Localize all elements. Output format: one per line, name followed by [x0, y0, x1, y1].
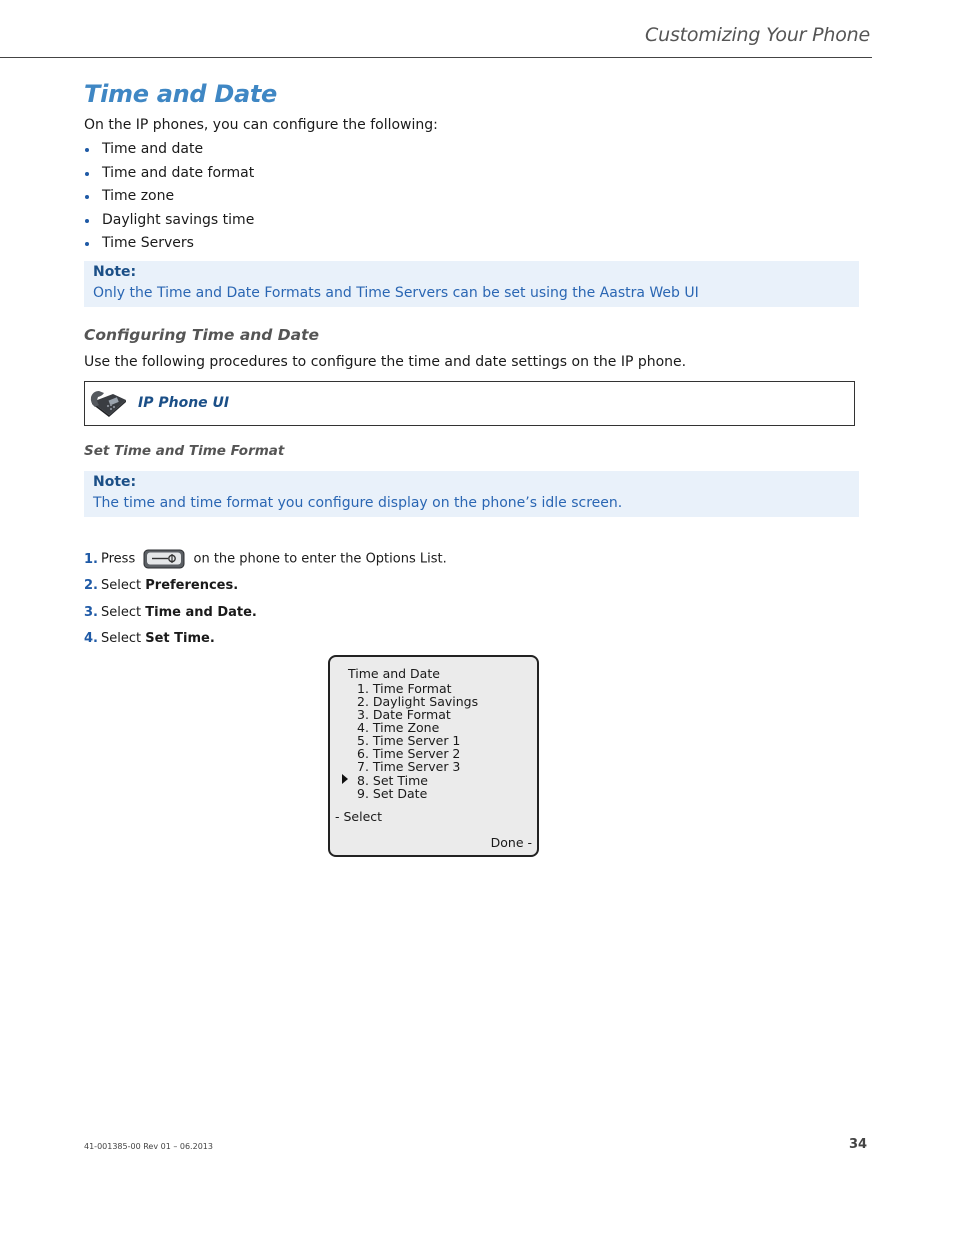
procedure-heading: Set Time and Time Format	[84, 443, 285, 459]
menu-item: 7. Time Server 3	[357, 759, 461, 774]
menu-item: 4. Time Zone	[357, 720, 440, 735]
note-text: The time and time format you configure display on the phone’s idle screen.	[93, 495, 623, 511]
list-item: Time zone	[84, 185, 254, 209]
ui-box-label: IP Phone UI	[138, 395, 230, 411]
softkey-select: - Select	[335, 809, 383, 824]
desk-phone-icon	[89, 388, 129, 418]
menu-item: 2. Daylight Savings	[357, 694, 479, 709]
list-item: Time and date format	[84, 162, 254, 186]
step-target: Preferences.	[145, 578, 239, 593]
step-number: 3.	[84, 605, 98, 620]
menu-item: 6. Time Server 2	[357, 746, 461, 761]
step-text: Select	[101, 605, 146, 620]
step-number: 2.	[84, 578, 98, 593]
selection-arrow-icon	[342, 774, 348, 784]
screen-title: Time and Date	[348, 666, 440, 681]
options-key-icon	[143, 549, 185, 569]
intro-text: On the IP phones, you can configure the following:	[84, 117, 438, 133]
list-item: Daylight savings time	[84, 209, 254, 233]
header-rule	[0, 57, 872, 58]
menu-item: 9. Set Date	[357, 786, 428, 801]
menu-item: 3. Date Format	[357, 707, 451, 722]
step-target: Set Time.	[145, 631, 215, 646]
procedure-intro: Use the following procedures to configure the time and date settings on the IP phone.	[84, 354, 687, 370]
step-text: on the phone to enter the Options List.	[193, 551, 447, 567]
note-box-idle-screen	[84, 471, 859, 517]
list-item: Time and date	[84, 138, 254, 162]
step-text: Select	[101, 578, 146, 593]
step-text: Press	[101, 551, 136, 567]
note-text: Only the Time and Date Formats and Time Servers can be set using the Aastra Web UI	[93, 285, 699, 301]
step-number: 4.	[84, 631, 98, 646]
menu-item: 1. Time Format	[357, 681, 452, 696]
section-title: Time and Date	[84, 80, 278, 108]
step-target: Time and Date.	[145, 605, 257, 620]
ip-phone-ui-box	[84, 381, 855, 426]
menu-item-selected: 8. Set Time	[357, 773, 428, 788]
list-item: Time Servers	[84, 232, 254, 256]
document-id: 41-001385-00 Rev 01 – 06.2013	[84, 1142, 213, 1151]
note-box-web-ui	[84, 261, 859, 307]
step-text: Select	[101, 631, 146, 646]
step-number: 1.	[84, 552, 98, 567]
note-label: Note:	[93, 474, 137, 490]
feature-list	[84, 138, 254, 256]
page-number: 34	[849, 1137, 868, 1152]
running-header: Customizing Your Phone	[645, 24, 870, 46]
note-label: Note:	[93, 264, 137, 280]
subsection-heading: Configuring Time and Date	[84, 326, 320, 344]
phone-screen	[328, 655, 539, 857]
softkey-done: Done -	[490, 835, 532, 850]
menu-item: 5. Time Server 1	[357, 733, 461, 748]
